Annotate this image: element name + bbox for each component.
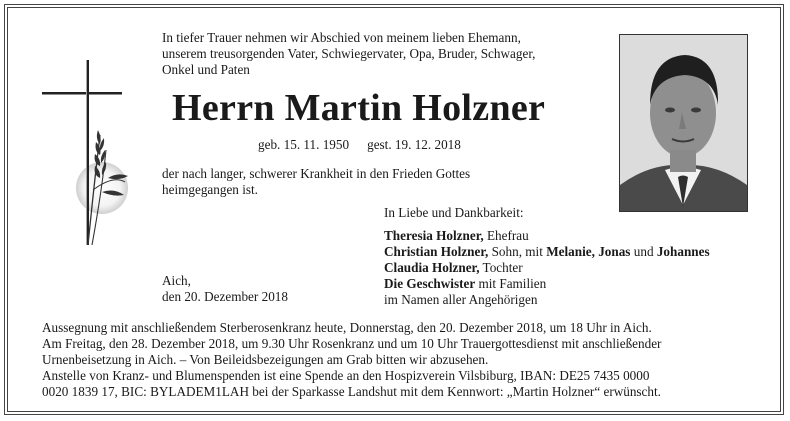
- family-list: [384, 228, 710, 308]
- family-row: Christian Holzner, Sohn, mit Melanie, Jonas und Johannes: [384, 244, 710, 259]
- intro-text: In tiefer Trauer nehmen wir Abschied von meinem lieben Ehemann, unserem treusorgenden Vater, Schwiegervater, Opa, Bruder, Schwager, Onkel und Paten: [162, 30, 536, 77]
- passing-text: der nach langer, schwerer Krankheit in den Frieden Gottes heimgegangen ist.: [162, 166, 471, 197]
- birth-date: geb. 15. 11. 1950: [258, 137, 350, 152]
- life-dates: [258, 137, 461, 153]
- place-date: Aich, den 20. Dezember 2018: [162, 273, 288, 304]
- thanks-line: In Liebe und Dankbarkeit:: [384, 205, 524, 220]
- family-row: im Namen aller Angehörigen: [384, 292, 538, 307]
- family-row: Claudia Holzner, Tochter: [384, 260, 523, 275]
- footer-text: Aussegnung mit anschließendem Sterberosenkranz heute, Donnerstag, den 20. Dezember 2018, um 18 Uhr in Aich. Am Freitag, den 28. Dezember 2018, um 9.30 Uhr Rosenkranz und um 10 Uhr Trauergottesdienst mit anschließender Urnenbeisetzung in Aich. – Von Beileidsbezeigungen am Grab bitten wir abzusehen. Anstelle von Kranz- und Blumenspenden ist eine Spende an den Hospizverein Vilsbiburg, IBAN: DE25 7435 0000 0020 1839 17, BIC: BYLADEM1LAH bei der Sparkasse Landshut mit dem Kennwort: „Martin Holzner“ erwünscht.: [42, 320, 662, 399]
- deceased-name: Herrn Martin Holzner: [172, 87, 546, 129]
- death-date: gest. 19. 12. 2018: [367, 137, 461, 152]
- portrait-photo: [619, 34, 748, 212]
- cross-wheat-icon: [38, 60, 138, 250]
- family-row: Theresia Holzner, Ehefrau: [384, 228, 529, 243]
- family-row: Die Geschwister mit Familien: [384, 276, 547, 291]
